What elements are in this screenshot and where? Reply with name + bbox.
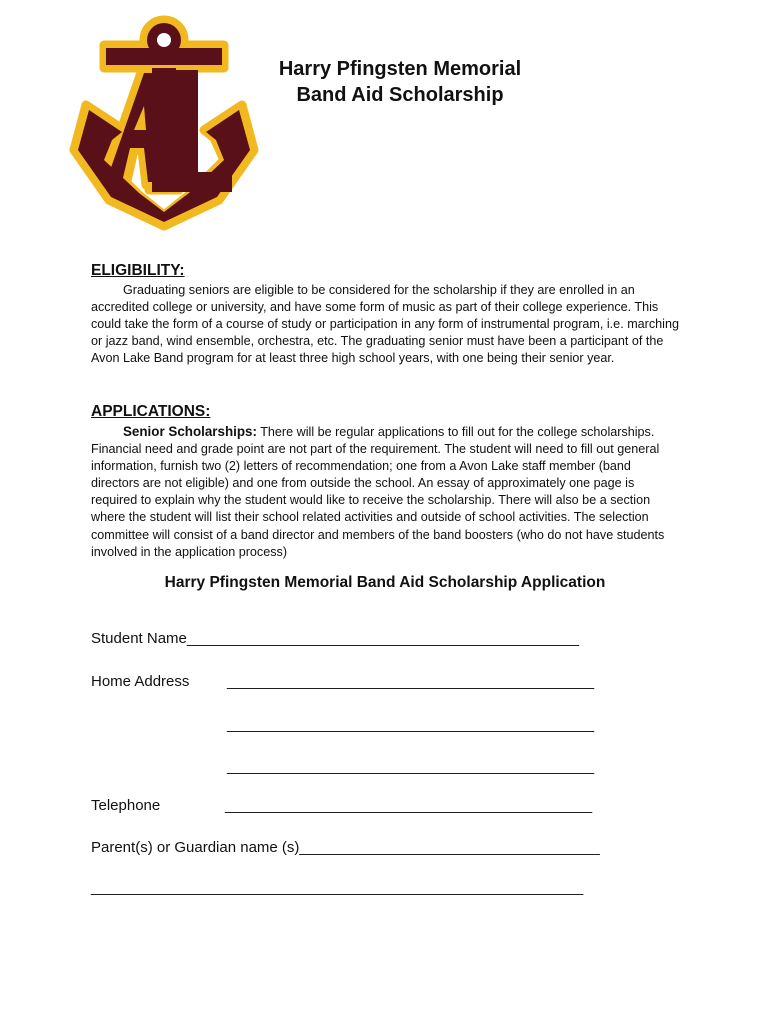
home-address-line-1[interactable]: ____________________________________________ xyxy=(227,673,595,690)
telephone-label: Telephone xyxy=(91,797,161,814)
home-address-label: Home Address xyxy=(91,673,190,690)
page-title xyxy=(250,56,550,108)
home-address-line-3[interactable]: ____________________________________________ xyxy=(227,758,595,775)
applications-heading: APPLICATIONS: xyxy=(91,403,211,420)
applications-paragraph xyxy=(91,423,681,561)
title-line-1: Harry Pfingsten Memorial xyxy=(278,58,522,80)
eligibility-paragraph: Graduating seniors are eligible to be considered for the scholarship if they are enrolled in an accredited college or university, and have some form of music as part of their college experience. This could take the form of a course of study or participation in any form of instrumental program, i.e. marching or jazz band, wind ensemble, orchestra, etc. The graduating senior must have been a participant of the Avon Lake Band program for at least three high school years, with one being their senior year. xyxy=(91,283,679,366)
senior-scholarships-label: Senior Scholarships: xyxy=(123,424,257,439)
extra-blank-line[interactable]: ___________________________________________________________ xyxy=(91,879,584,896)
applications-text: There will be regular applications to fill out for the college scholarships. Financial need and grade point are not part of the requirement. The student will need to fill out general information, furnish two (2) letters of recommendation; one from a Avon Lake staff member (band directors are not eligible) and one from outside the school. An essay of approximately one page is required to explain why the student would like to receive the scholarship. There will also be a section where the student will list their school related activities and outside of school activities. The selection committee will consist of a band director and members of the band boosters (who do not have students involved in the application process) xyxy=(91,425,665,559)
title-line-2: Band Aid Scholarship xyxy=(296,84,504,106)
student-name-field[interactable]: Student Name_______________________________________________ xyxy=(91,630,579,647)
anchor-AL-logo-icon xyxy=(64,10,262,232)
telephone-line[interactable]: ____________________________________________ xyxy=(225,797,593,814)
guardian-name-field[interactable]: Parent(s) or Guardian name (s)____________________________________ xyxy=(91,839,600,856)
home-address-line-2[interactable]: ____________________________________________ xyxy=(227,716,595,733)
application-title: Harry Pfingsten Memorial Band Aid Scholarship Application xyxy=(164,574,606,591)
eligibility-heading: ELIGIBILITY: xyxy=(91,262,185,279)
